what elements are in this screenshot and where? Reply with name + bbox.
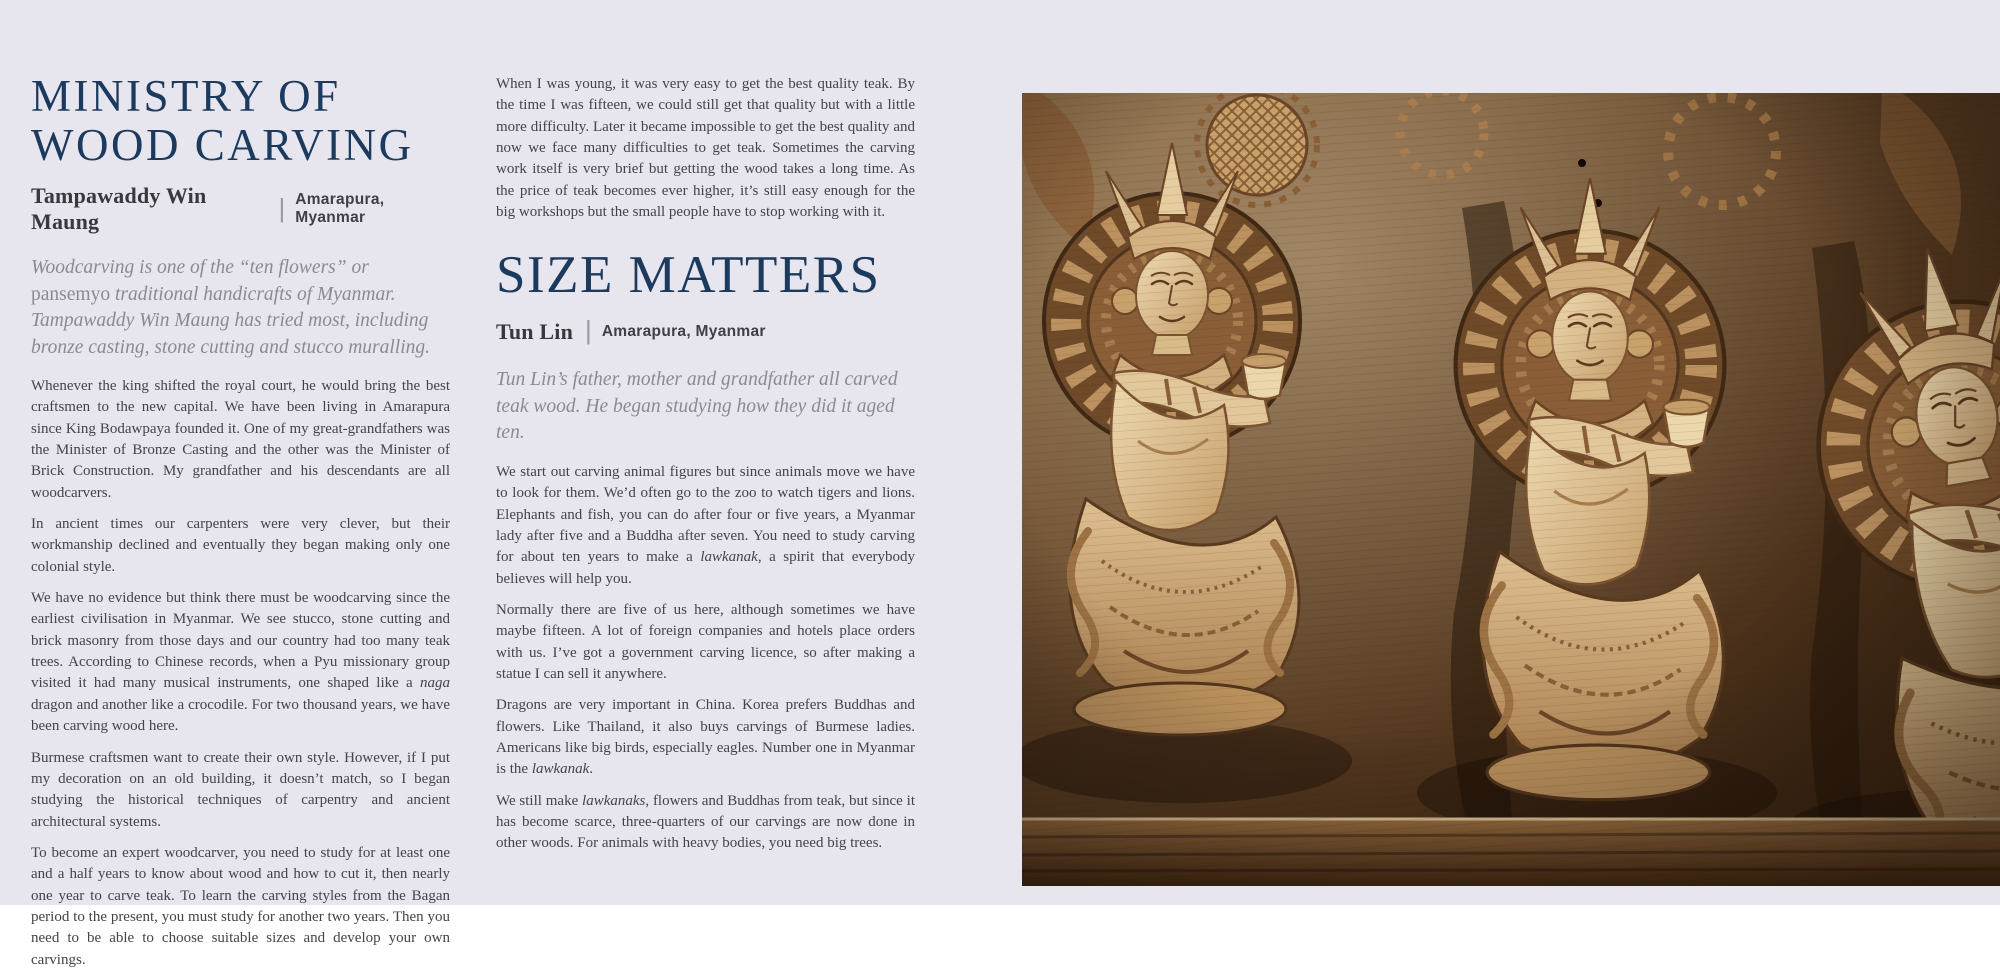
article-paragraph: Whenever the king shifted the royal court, he would bring the best craftsmen to the new capital. We have been living in Amarapura since King Bodawpaya founded it. One of my great-grandfathers was the Minister of Bronze Casting and the other was the Minister of Brick Construction. My grandfather and his descendants are all woodcarvers. — [31, 378, 450, 501]
teak-carving-photo — [1022, 93, 2000, 886]
byline-separator: | — [585, 315, 592, 346]
byline-author: Tampawaddy Win Maung — [31, 183, 207, 234]
article-paragraph: We have no evidence but think there must be woodcarving since the earliest civilisation in Myanmar. We see stucco, stone cutting and brick masonry from those days and our country had too many teak trees. According to Chinese records, when a Pyu missionary group visited it had many musical instruments, one shaped like a naga dragon and another like a crocodile. For two thousand years, we have been carving wood here. — [31, 590, 450, 735]
title-line-2: WOOD CARVING — [31, 120, 414, 170]
byline-separator: | — [278, 192, 286, 223]
article-title-size-matters — [496, 247, 915, 303]
byline-author: Tun Lin — [496, 318, 574, 344]
article-paragraph: To become an expert woodcarver, you need to study for at least one and a half years to know about wood and how to cut it, then nearly one year to carve teak. To learn the carving styles from the Bagan period to the present, you must study for another two years. Then you need to be able to choose suitable sizes and develop your own carvings. — [31, 844, 450, 968]
article-ministry-of-wood-carving — [31, 72, 450, 971]
byline — [496, 316, 915, 347]
title-line-1: MINISTRY OF — [31, 71, 341, 121]
byline-location: Amarapura, Myanmar — [295, 191, 385, 226]
article-paragraph: We still make lawkanaks, flowers and Buddhas from teak, but since it has become scarce, three-quarters of our carvings are now done in other woods. For animals with heavy bodies, you need big trees. — [496, 792, 915, 852]
article-paragraph: Burmese craftsmen want to create their own style. However, if I put my decoration on an old building, it doesn’t match, so I began studying the historical techniques of carpentry and ancient architectural systems. — [31, 749, 450, 830]
byline — [31, 183, 450, 235]
article-paragraph: Normally there are five of us here, although sometimes we have maybe fifteen. A lot of foreign companies and hotels place orders with us. I’ve got a government carving licence, so after making a statue I can sell it anywhere. — [496, 601, 915, 682]
article-paragraph: Dragons are very important in China. Korea prefers Buddhas and flowers. Like Thailand, it also buys carvings of Burmese ladies. Americans like big birds, especially eagles. Number one in Myanmar is the lawkanak. — [496, 697, 915, 778]
article-intro: Woodcarving is one of the “ten flowers” or pansemyo traditional handicrafts of Myanmar. Tampawaddy Win Maung has tried most, including bronze casting, stone cutting and stucco muralling. — [31, 257, 430, 358]
article-paragraph: In ancient times our carpenters were very clever, but their workmanship declined and eventually they began making only one colonial style. — [31, 516, 450, 575]
article-intro: Tun Lin’s father, mother and grandfather all carved teak wood. He began studying how they did it aged ten. — [496, 369, 898, 444]
title-line-1: SIZE MATTERS — [496, 246, 881, 305]
byline-location: Amarapura, Myanmar — [601, 322, 766, 340]
article-paragraph: We start out carving animal figures but since animals move we have to look for them. We’d often go to the zoo to watch tigers and lions. Elephants and fish, you can do after four or five years, a Myanmar lady after five and a Buddha after seven. You need to study carving for about ten years to make a lawkanak, a spirit that everybody believes will help you. — [496, 463, 915, 587]
article-continuation-paragraph: When I was young, it was very easy to get the best quality teak. By the time I was fifteen, we could still get that quality but with a little more difficulty. Later it became impossible to get the best quality and now we face many difficulties to get teak. Sometimes the carving work itself is very brief but getting the wood takes a long time. As the price of teak becomes ever higher, it’s still easy enough for the big workshops but the small people have to stop working with it. — [496, 76, 915, 221]
article-title-ministry — [31, 72, 450, 170]
column-middle — [496, 72, 915, 855]
